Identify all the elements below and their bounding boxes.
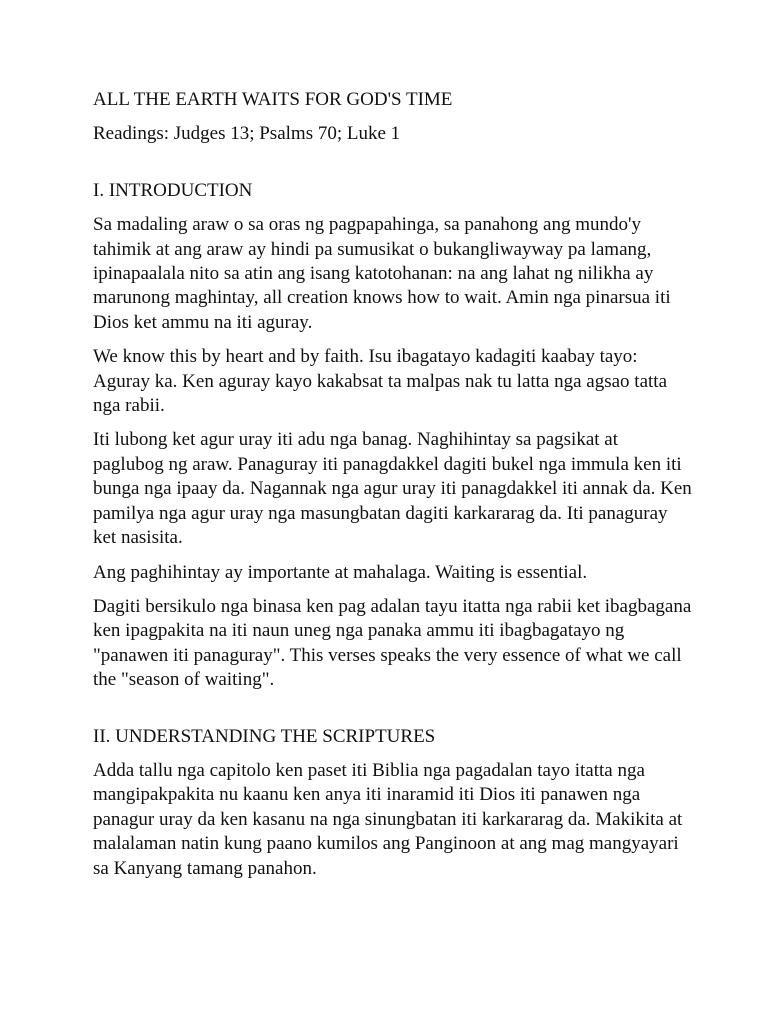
section-introduction [93,179,693,693]
document-page [93,88,693,891]
section-heading: I. INTRODUCTION [93,179,253,201]
paragraph: Ang paghihintay ay importante at mahalaga. Waiting is essential. [93,561,588,583]
paragraph: We know this by heart and by faith. Isu ibagatayo kadagiti kaabay tayo: Aguray ka. Ken aguray kayo kakabsat ta malpas nak tu latta nga agsao tatta nga rabii. [93,346,668,417]
paragraph: Sa madaling araw o sa oras ng pagpapahinga, sa panahong ang mundo'y tahimik at ang araw ay hindi pa sumusikat o bukangliwayway pa lamang, ipinapaalala nito sa atin ang isang katotohanan: na ang lahat ng nilikha ay marunong maghintay, all creation knows how to wait. Amin nga pinarsua iti Dios ket ammu na iti aguray. [93,214,671,333]
section-understanding-scriptures [93,725,693,881]
document-title: ALL THE EARTH WAITS FOR GOD'S TIME [93,89,453,110]
section-heading: II. UNDERSTANDING THE SCRIPTURES [93,725,436,747]
readings-line: Readings: Judges 13; Psalms 70; Luke 1 [93,123,401,145]
paragraph: Adda tallu nga capitolo ken paset iti Biblia nga pagadalan tayo itatta nga mangipakpakita nu kaanu ken anya iti inaramid iti Dios iti panawen nga panagur uray da ken kasanu na nga sinungbatan iti karkararag da. Makikita at malalaman natin kung paano kumilos ang Panginoon at ang mag mangyayari sa Kanyang tamang panahon. [93,759,683,879]
paragraph: Dagiti bersikulo nga binasa ken pag adalan tayu itatta nga rabii ket ibagbagana ken ipagpakita na iti naun uneg nga panaka ammu iti ibagbagatayo ng "panawen iti panaguray". This verses speaks the very essence of what we call the "season of waiting". [93,595,692,691]
paragraph: Iti lubong ket agur uray iti adu nga banag. Naghihintay sa pagsikat at paglubog ng araw. Panaguray iti panagdakkel dagiti bukel nga immula ken iti bunga nga ipaay da. Nagannak nga agur uray iti panagdakkel iti annak da. Ken pamilya nga agur uray nga masungbatan dagiti karkararag da. Iti panaguray ket nasisita. [93,429,692,549]
